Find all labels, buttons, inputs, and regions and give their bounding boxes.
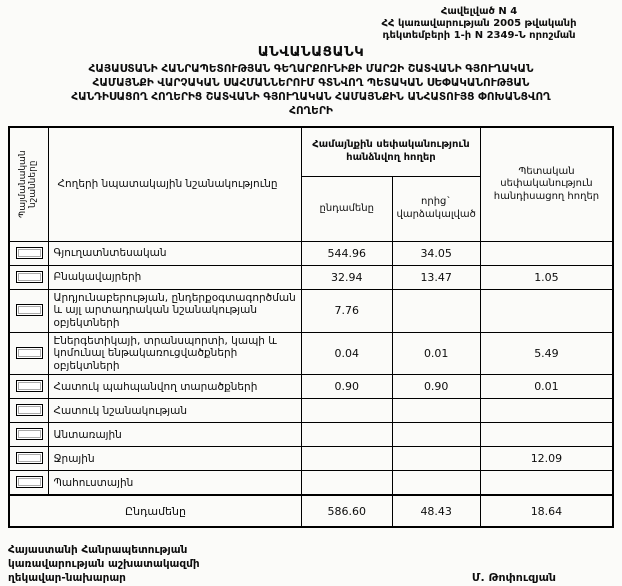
value-state: 5.49: [480, 332, 613, 375]
legend-symbol-box: [16, 428, 43, 440]
value-state: 12.09: [480, 447, 613, 471]
value-total: 7.76: [302, 289, 392, 332]
land-category-label: Արդյունաբերության, ընդերքօգտագործման և այլ արտադրական նշանակության օբյեկտների: [49, 289, 302, 332]
header-state: Պետական սեփականություն հանդիսացող հողեր: [480, 127, 613, 242]
value-state: [480, 289, 613, 332]
legend-symbol-box: [16, 347, 43, 359]
value-of-which: [392, 471, 480, 496]
table-row: [9, 423, 613, 447]
value-state: 1.05: [480, 265, 613, 289]
subtitle-line-1: ՀԱՅԱՍՏԱՆԻ ՀԱՆՐԱՊԵՏՈՒԹՅԱՆ ԳԵՂԱՐՔՈՒՆԻՔԻ ՄԱՐԶԻ ՇԱՏՎԱՆԻ ԳՅՈՒՂԱԿԱՆ: [88, 63, 534, 76]
symbol-cell: [9, 471, 49, 496]
land-transfer-table: [8, 126, 614, 529]
header-of-which: որից` վարձակալված: [392, 176, 480, 241]
legend-symbol-box: [16, 404, 43, 416]
value-total: [302, 423, 392, 447]
value-of-which: 0.90: [392, 375, 480, 399]
table-row: [9, 265, 613, 289]
footer-line-1: Հայաստանի Հանրապետության: [8, 544, 188, 557]
total-value-of-which: 48.43: [392, 495, 480, 527]
value-of-which: 0.01: [392, 332, 480, 375]
value-total: [302, 471, 392, 496]
signatory-title-block: [8, 544, 200, 585]
total-value-total: 586.60: [302, 495, 392, 527]
value-of-which: 13.47: [392, 265, 480, 289]
header-total: ընդամենը: [302, 176, 392, 241]
table-total-row: [9, 495, 613, 527]
land-category-label: Գյուղատնտեսական: [49, 241, 302, 265]
header-community-group: Համայնքին սեփականություն հանձնվող հողեր: [302, 127, 481, 177]
header-symbols-label: Պայմանական նշանները: [18, 150, 39, 219]
table-row: [9, 241, 613, 265]
legend-symbol-box: [16, 247, 43, 259]
legend-symbol-box: [16, 271, 43, 283]
value-state: 0.01: [480, 375, 613, 399]
annex-line-2: ՀՀ կառավարության 2005 թվականի: [381, 17, 577, 29]
value-state: [480, 399, 613, 423]
legend-symbol-box: [16, 304, 43, 316]
legend-symbol-box: [16, 452, 43, 464]
table-header-row-1: [9, 127, 613, 177]
signature-name: Մ. Թոփուզյան: [471, 571, 556, 585]
land-category-label: Պահուստային: [49, 471, 302, 496]
land-category-label: Ջրային: [49, 447, 302, 471]
land-category-label: Հատուկ նշանակության: [49, 399, 302, 423]
value-of-which: [392, 447, 480, 471]
footer-line-2: կառավարության աշխատակազմի: [8, 558, 200, 571]
header-symbols: [9, 127, 49, 242]
annex-line-3: դեկտեմբերի 1-ի N 2349-Ն որոշման: [382, 29, 576, 41]
symbol-cell: [9, 289, 49, 332]
table-row: [9, 471, 613, 496]
value-of-which: [392, 289, 480, 332]
table-row: [9, 332, 613, 375]
footer-line-3: ղեկավար-նախարար: [8, 571, 126, 584]
value-of-which: 34.05: [392, 241, 480, 265]
value-total: 32.94: [302, 265, 392, 289]
table-row: [9, 375, 613, 399]
table-row: [9, 447, 613, 471]
symbol-cell: [9, 375, 49, 399]
subtitle-line-2: ՀԱՄԱՅՆՔԻ ՎԱՐՉԱԿԱՆ ՍԱՀՄԱՆՆԵՐՈՒՄ ԳՏՆՎՈՂ ՊԵՏԱԿԱՆ ՍԵՓԱԿԱՆՈՒԹՅԱՆ: [92, 77, 530, 90]
symbol-cell: [9, 332, 49, 375]
symbol-cell: [9, 265, 49, 289]
land-category-label: Էներգետիկայի, տրանսպորտի, կապի և կոմունալ ենթակառուցվածքների օբյեկտների: [49, 332, 302, 375]
value-total: [302, 399, 392, 423]
value-total: 0.04: [302, 332, 392, 375]
value-total: 0.90: [302, 375, 392, 399]
table-row: [9, 399, 613, 423]
header-purpose: Հողերի նպատակային նշանակությունը: [49, 127, 302, 242]
document-footer: [8, 544, 614, 585]
land-category-label: Հատուկ պահպանվող տարածքների: [49, 375, 302, 399]
legend-symbol-box: [16, 380, 43, 392]
value-of-which: [392, 423, 480, 447]
land-category-label: Բնակավայրերի: [49, 265, 302, 289]
symbol-cell: [9, 447, 49, 471]
value-state: [480, 241, 613, 265]
total-label: Ընդամենը: [9, 495, 302, 527]
annex-header: [344, 6, 614, 41]
symbol-cell: [9, 399, 49, 423]
value-state: [480, 423, 613, 447]
subtitle-line-3: ՀԱՆԴԻՍԱՑՈՂ ՀՈՂԵՐԻՑ ՇԱՏՎԱՆԻ ԳՅՈՒՂԱԿԱՆ ՀԱՄԱՅՆՔԻՆ ԱՆՀԱՏՈՒՅՑ ՓՈԽԱՆՑՎՈՂ: [71, 91, 551, 104]
total-value-state: 18.64: [480, 495, 613, 527]
value-total: 544.96: [302, 241, 392, 265]
symbol-cell: [9, 241, 49, 265]
land-category-label: Անտառային: [49, 423, 302, 447]
value-of-which: [392, 399, 480, 423]
page-title: ԱՆՎԱՆԱՑԱՆԿ: [257, 44, 365, 61]
symbol-cell: [9, 423, 49, 447]
document-subtitle: [8, 63, 614, 118]
value-state: [480, 471, 613, 496]
subtitle-line-4: ՀՈՂԵՐԻ: [289, 104, 333, 117]
value-total: [302, 447, 392, 471]
table-row: [9, 289, 613, 332]
legend-symbol-box: [16, 476, 43, 488]
annex-line-1: Հավելված N 4: [440, 6, 518, 17]
